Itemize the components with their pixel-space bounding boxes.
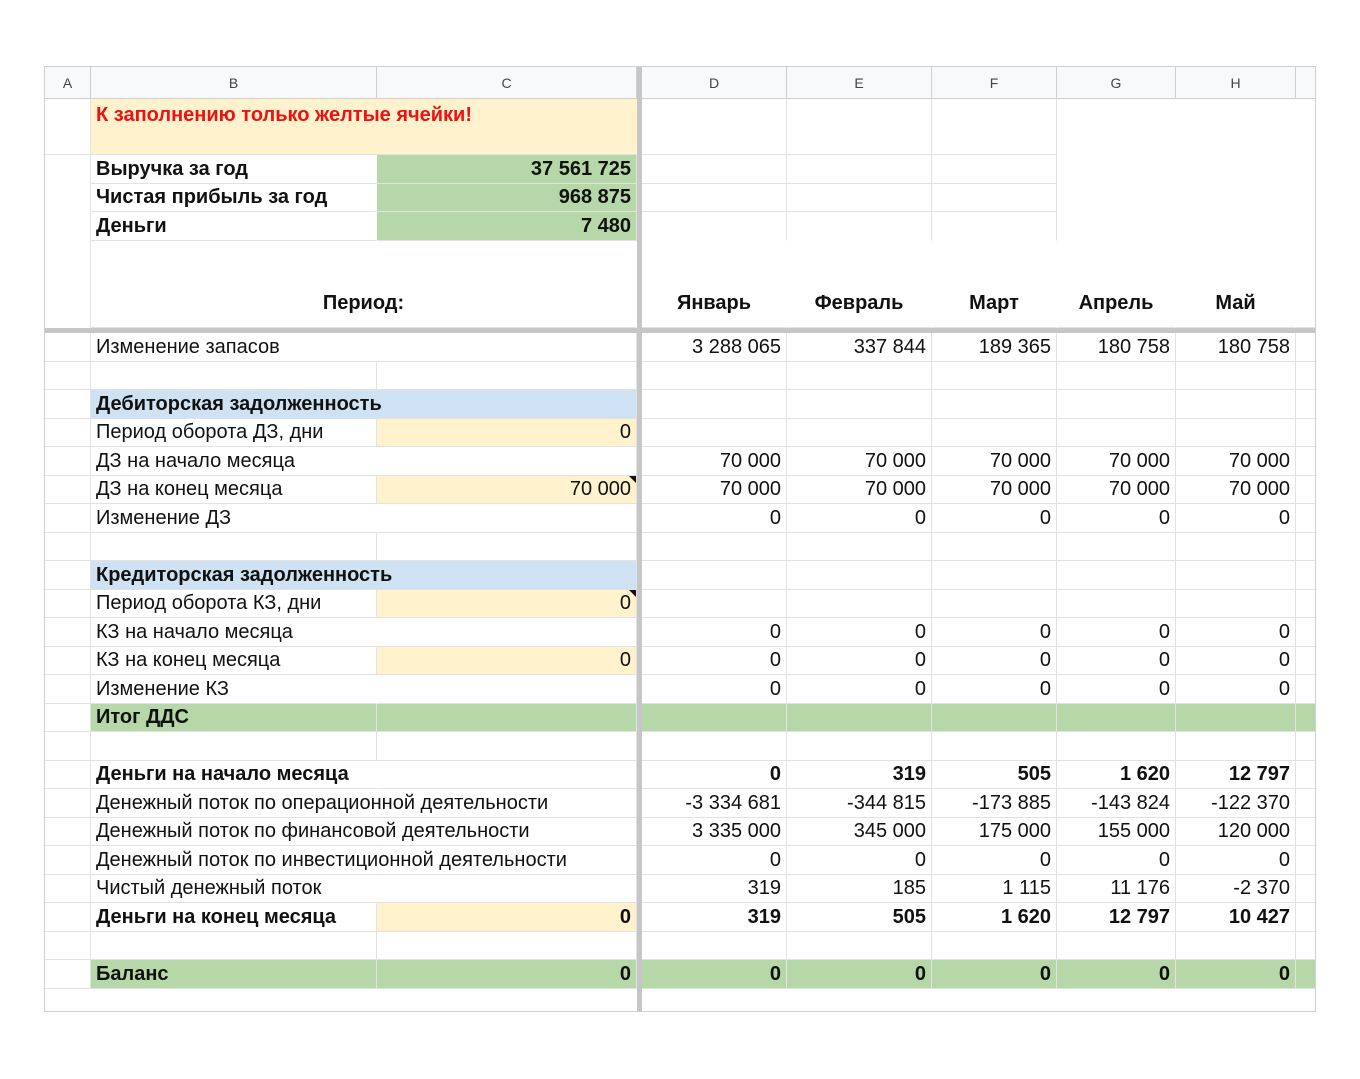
month-value[interactable] — [787, 419, 932, 448]
month-value[interactable]: 0 — [642, 846, 787, 875]
row-label: ДЗ на конец месяца — [91, 476, 377, 505]
cell-empty[interactable] — [1057, 362, 1176, 391]
value-cell[interactable] — [377, 447, 637, 476]
input-cell[interactable]: 0 — [377, 590, 637, 619]
month-value[interactable] — [1057, 704, 1176, 733]
row-label: Изменение КЗ — [91, 675, 377, 704]
row-label: Чистый денежный поток — [91, 875, 377, 904]
month-value[interactable] — [642, 419, 787, 448]
cell-empty — [1296, 732, 1316, 761]
month-value[interactable]: 337 844 — [787, 333, 932, 362]
month-value[interactable]: 0 — [932, 647, 1057, 676]
row-label: КЗ на конец месяца — [91, 647, 377, 676]
month-header: Апрель — [1057, 241, 1176, 329]
cell-empty[interactable] — [932, 99, 1057, 155]
month-value[interactable] — [642, 590, 787, 619]
cell-empty — [1296, 647, 1316, 676]
row-cell-a[interactable] — [45, 960, 91, 989]
row-cell-a[interactable] — [45, 647, 91, 676]
row-cell-a[interactable] — [45, 476, 91, 505]
month-value[interactable]: 70 000 — [932, 447, 1057, 476]
row-cell-a[interactable] — [45, 761, 91, 790]
month-header: Февраль — [787, 241, 932, 329]
cell-empty[interactable] — [642, 184, 787, 213]
month-value[interactable]: 0 — [642, 618, 787, 647]
month-value[interactable] — [932, 590, 1057, 619]
cell-empty[interactable] — [787, 932, 932, 961]
cell-empty[interactable] — [1057, 561, 1176, 590]
month-value[interactable]: 70 000 — [932, 476, 1057, 505]
month-value[interactable]: -3 334 681 — [642, 789, 787, 818]
row-label: Деньги на конец месяца — [91, 903, 377, 932]
cell-empty[interactable] — [932, 390, 1057, 419]
month-value[interactable]: 11 176 — [1057, 875, 1176, 904]
month-value[interactable]: 0 — [1176, 647, 1296, 676]
row-label: Изменение ДЗ — [91, 504, 377, 533]
month-value[interactable]: 0 — [642, 647, 787, 676]
month-value[interactable]: 0 — [787, 675, 932, 704]
month-value[interactable]: 180 758 — [1176, 333, 1296, 362]
cell-empty — [1296, 362, 1316, 391]
section-header: Кредиторская задолженность — [91, 561, 637, 590]
cell-empty[interactable] — [932, 155, 1057, 184]
value-cell[interactable] — [377, 333, 637, 362]
month-value[interactable]: 0 — [787, 618, 932, 647]
cell-empty[interactable] — [787, 533, 932, 562]
cell-empty — [1296, 590, 1316, 619]
period-label: Период: — [91, 241, 637, 329]
note-marker-icon — [629, 590, 636, 597]
cell-empty — [1296, 504, 1316, 533]
freeze-column-divider[interactable] — [637, 67, 642, 1012]
row-cell-a[interactable] — [45, 590, 91, 619]
month-value[interactable]: 0 — [932, 846, 1057, 875]
month-value[interactable]: 0 — [932, 960, 1057, 989]
cell-empty — [1296, 903, 1316, 932]
section-header: Дебиторская задолженность — [91, 390, 637, 419]
row-cell-a[interactable] — [45, 675, 91, 704]
cell-empty[interactable] — [787, 99, 932, 155]
column-header-h[interactable]: H — [1176, 67, 1296, 99]
month-value[interactable]: -173 885 — [932, 789, 1057, 818]
month-value[interactable]: 0 — [1057, 846, 1176, 875]
month-value[interactable]: 12 797 — [1057, 903, 1176, 932]
value-cell[interactable] — [377, 618, 637, 647]
month-value[interactable]: 505 — [787, 903, 932, 932]
month-value[interactable]: 505 — [932, 761, 1057, 790]
month-value[interactable]: 0 — [1176, 846, 1296, 875]
month-value[interactable]: 319 — [642, 903, 787, 932]
month-value[interactable]: 1 620 — [1057, 761, 1176, 790]
value-cell[interactable] — [377, 875, 637, 904]
cell-empty[interactable] — [787, 155, 932, 184]
cell-empty[interactable] — [932, 932, 1057, 961]
cell-empty — [1296, 419, 1316, 448]
cell-empty[interactable] — [932, 184, 1057, 213]
cell-empty[interactable] — [1176, 533, 1296, 562]
row-label: Деньги на начало месяца — [91, 761, 377, 790]
cell-empty[interactable] — [787, 362, 932, 391]
month-value[interactable]: 0 — [787, 647, 932, 676]
month-value[interactable]: 0 — [932, 618, 1057, 647]
month-value[interactable]: 0 — [1057, 960, 1176, 989]
cell-empty[interactable] — [642, 99, 787, 155]
total-label: Баланс — [91, 960, 377, 989]
cell-empty[interactable] — [787, 212, 932, 241]
row-cell-a[interactable] — [45, 875, 91, 904]
month-value[interactable]: 0 — [1176, 504, 1296, 533]
month-value[interactable]: -2 370 — [1176, 875, 1296, 904]
month-value[interactable]: 70 000 — [642, 447, 787, 476]
row-cell-a[interactable] — [45, 903, 91, 932]
cell-empty[interactable] — [1057, 390, 1176, 419]
month-value[interactable]: 3 335 000 — [642, 818, 787, 847]
cell-empty — [1296, 932, 1316, 961]
month-value[interactable] — [787, 590, 932, 619]
cell-empty — [1296, 789, 1316, 818]
month-value[interactable]: -122 370 — [1176, 789, 1296, 818]
cell-empty[interactable] — [642, 732, 787, 761]
row-label: Денежный поток по инвестиционной деятельности — [91, 846, 377, 875]
value-cell[interactable] — [377, 675, 637, 704]
month-value[interactable]: 70 000 — [1176, 476, 1296, 505]
cell-empty — [1296, 618, 1316, 647]
month-value[interactable] — [642, 704, 787, 733]
month-value[interactable]: 0 — [1057, 647, 1176, 676]
cell-empty — [1296, 960, 1316, 989]
month-value[interactable]: 0 — [787, 960, 932, 989]
row-cell-a[interactable] — [45, 789, 91, 818]
cell-empty[interactable] — [377, 362, 637, 391]
month-value[interactable]: 0 — [932, 675, 1057, 704]
row-cell-a[interactable] — [45, 184, 91, 213]
month-value[interactable]: 155 000 — [1057, 818, 1176, 847]
month-header: Март — [932, 241, 1057, 329]
row-cell-a[interactable] — [45, 390, 91, 419]
cell-empty[interactable] — [1176, 932, 1296, 961]
cell-empty[interactable] — [932, 212, 1057, 241]
cell-empty — [1057, 212, 1316, 241]
cell-empty[interactable] — [787, 184, 932, 213]
month-value[interactable]: 0 — [787, 504, 932, 533]
row-cell-a[interactable] — [45, 932, 91, 961]
row-cell-a[interactable] — [45, 447, 91, 476]
row-cell-a[interactable] — [45, 618, 91, 647]
month-value[interactable]: 319 — [787, 761, 932, 790]
month-value[interactable]: 0 — [932, 504, 1057, 533]
input-cell[interactable]: 0 — [377, 647, 637, 676]
row-cell-a[interactable] — [45, 704, 91, 733]
month-value[interactable]: 319 — [642, 875, 787, 904]
row-label: Период оборота ДЗ, дни — [91, 419, 377, 448]
row-cell-a[interactable] — [45, 561, 91, 590]
row-cell-a[interactable] — [45, 99, 91, 155]
cell-empty[interactable] — [642, 932, 787, 961]
summary-label: Чистая прибыль за год — [91, 184, 377, 213]
month-value[interactable]: 3 288 065 — [642, 333, 787, 362]
note-marker-icon — [629, 476, 636, 483]
row-label: Денежный поток по финансовой деятельности — [91, 818, 377, 847]
cell-empty — [1057, 99, 1316, 155]
month-value[interactable]: 0 — [642, 960, 787, 989]
month-value[interactable]: 12 797 — [1176, 761, 1296, 790]
month-value[interactable]: 0 — [1057, 504, 1176, 533]
month-value[interactable]: -344 815 — [787, 789, 932, 818]
month-value[interactable] — [932, 704, 1057, 733]
cell-empty[interactable] — [932, 561, 1057, 590]
cell-empty[interactable] — [1057, 732, 1176, 761]
row-cell-a[interactable] — [45, 504, 91, 533]
column-header-d[interactable]: D — [642, 67, 787, 99]
row-cell-a[interactable] — [45, 212, 91, 241]
column-header-e[interactable]: E — [787, 67, 932, 99]
cell-empty[interactable] — [377, 932, 637, 961]
cell-empty — [1296, 533, 1316, 562]
cell-empty[interactable] — [1057, 932, 1176, 961]
month-value[interactable]: 0 — [642, 504, 787, 533]
month-value[interactable]: 175 000 — [932, 818, 1057, 847]
column-header-blank — [1296, 67, 1316, 99]
row-cell-a[interactable] — [45, 155, 91, 184]
month-value[interactable]: 70 000 — [1176, 447, 1296, 476]
month-value[interactable] — [932, 419, 1057, 448]
month-value[interactable]: 0 — [1057, 675, 1176, 704]
value-cell[interactable] — [377, 504, 637, 533]
month-value[interactable]: 70 000 — [642, 476, 787, 505]
summary-value[interactable]: 7 480 — [377, 212, 637, 241]
input-cell[interactable]: 70 000 — [377, 476, 637, 505]
cell-empty[interactable] — [377, 533, 637, 562]
cell-empty[interactable] — [787, 561, 932, 590]
month-value[interactable]: 0 — [642, 761, 787, 790]
row-cell-a[interactable] — [45, 333, 91, 362]
column-header-g[interactable]: G — [1057, 67, 1176, 99]
cell-empty[interactable] — [642, 533, 787, 562]
cell-empty — [1296, 704, 1316, 733]
month-value[interactable] — [1176, 590, 1296, 619]
input-cell[interactable]: 0 — [377, 903, 637, 932]
month-value[interactable]: 180 758 — [1057, 333, 1176, 362]
month-value[interactable]: 345 000 — [787, 818, 932, 847]
value-cell[interactable] — [377, 761, 637, 790]
month-value[interactable]: 70 000 — [787, 447, 932, 476]
cell-empty — [1296, 390, 1316, 419]
month-header: Май — [1176, 241, 1296, 329]
cell-empty[interactable] — [1176, 390, 1296, 419]
cell-empty[interactable] — [91, 932, 377, 961]
month-value[interactable]: 189 365 — [932, 333, 1057, 362]
cell-empty — [1057, 184, 1316, 213]
cell-empty[interactable] — [642, 362, 787, 391]
month-value[interactable] — [1057, 590, 1176, 619]
column-header-a[interactable]: A — [45, 67, 91, 99]
total-label: Итог ДДС — [91, 704, 377, 733]
cell-empty[interactable] — [642, 155, 787, 184]
row-label: Денежный поток по операционной деятельности — [91, 789, 377, 818]
month-value[interactable]: -143 824 — [1057, 789, 1176, 818]
cell-empty[interactable] — [642, 561, 787, 590]
cell-empty[interactable] — [642, 212, 787, 241]
month-value[interactable]: 0 — [787, 846, 932, 875]
fill-notice: К заполнению только желтые ячейки! — [91, 99, 637, 155]
cell-empty — [1296, 476, 1316, 505]
cell-empty — [1296, 818, 1316, 847]
row-cell-a[interactable] — [45, 732, 91, 761]
cell-empty — [1296, 333, 1316, 362]
month-value[interactable] — [1057, 419, 1176, 448]
cell-empty[interactable] — [642, 390, 787, 419]
cell-empty[interactable] — [932, 362, 1057, 391]
month-value[interactable]: 0 — [1176, 960, 1296, 989]
column-header-b[interactable]: B — [91, 67, 377, 99]
column-header-c[interactable]: C — [377, 67, 637, 99]
row-label: ДЗ на начало месяца — [91, 447, 377, 476]
month-value[interactable] — [1176, 704, 1296, 733]
row-cell-a[interactable] — [45, 533, 91, 562]
summary-value[interactable]: 968 875 — [377, 184, 637, 213]
spreadsheet-grid[interactable] — [44, 66, 1316, 1012]
cell-empty — [1057, 155, 1316, 184]
month-value[interactable]: 70 000 — [1057, 476, 1176, 505]
month-value[interactable] — [1176, 419, 1296, 448]
month-value[interactable]: 0 — [1176, 675, 1296, 704]
summary-label: Выручка за год — [91, 155, 377, 184]
cell-empty[interactable] — [932, 533, 1057, 562]
cell-empty — [1296, 761, 1316, 790]
row-label: КЗ на начало месяца — [91, 618, 377, 647]
cell-empty[interactable] — [377, 732, 637, 761]
month-value[interactable]: 70 000 — [1057, 447, 1176, 476]
value-cell[interactable] — [377, 704, 637, 733]
row-cell-a[interactable] — [45, 419, 91, 448]
cell-empty[interactable] — [91, 533, 377, 562]
month-value[interactable]: 0 — [1057, 618, 1176, 647]
row-cell-a[interactable] — [45, 846, 91, 875]
cell-empty[interactable] — [1057, 533, 1176, 562]
row-cell-a[interactable] — [45, 241, 91, 329]
cell-empty[interactable] — [1176, 362, 1296, 391]
month-header: Январь — [642, 241, 787, 329]
month-value[interactable]: 0 — [642, 675, 787, 704]
month-value[interactable]: 120 000 — [1176, 818, 1296, 847]
cell-empty — [1296, 561, 1316, 590]
cell-empty[interactable] — [91, 362, 377, 391]
cell-empty — [1296, 675, 1316, 704]
summary-label: Деньги — [91, 212, 377, 241]
row-label: Изменение запасов — [91, 333, 377, 362]
summary-value[interactable]: 37 561 725 — [377, 155, 637, 184]
cell-empty — [1296, 875, 1316, 904]
cell-empty — [1296, 846, 1316, 875]
month-value[interactable]: 185 — [787, 875, 932, 904]
value-cell[interactable]: 0 — [377, 960, 637, 989]
month-value[interactable]: 1 620 — [932, 903, 1057, 932]
cell-empty[interactable] — [932, 732, 1057, 761]
month-value[interactable]: 0 — [1176, 618, 1296, 647]
input-cell[interactable]: 0 — [377, 419, 637, 448]
row-label: Период оборота КЗ, дни — [91, 590, 377, 619]
cell-empty — [1296, 241, 1316, 329]
cell-empty — [1296, 447, 1316, 476]
month-value[interactable]: 70 000 — [787, 476, 932, 505]
row-cell-a[interactable] — [45, 818, 91, 847]
cell-empty[interactable] — [91, 732, 377, 761]
month-value[interactable]: 1 115 — [932, 875, 1057, 904]
month-value[interactable]: 10 427 — [1176, 903, 1296, 932]
cell-empty[interactable] — [787, 732, 932, 761]
cell-empty[interactable] — [1176, 732, 1296, 761]
column-header-f[interactable]: F — [932, 67, 1057, 99]
cell-empty[interactable] — [787, 390, 932, 419]
month-value[interactable] — [787, 704, 932, 733]
cell-empty[interactable] — [1176, 561, 1296, 590]
row-cell-a[interactable] — [45, 362, 91, 391]
